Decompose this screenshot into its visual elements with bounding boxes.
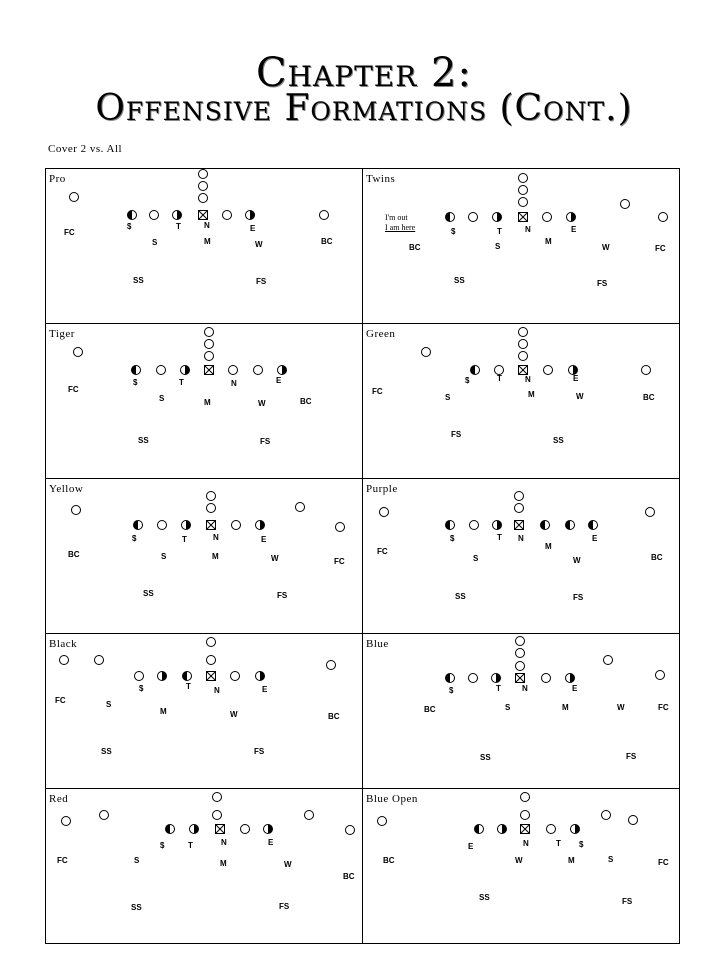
position-label: BC [424, 705, 436, 714]
position-label: SS [479, 893, 490, 902]
open-circle-icon [346, 826, 355, 835]
formation-cell [46, 479, 363, 634]
position-label: M [562, 703, 569, 712]
position-label: S [608, 855, 614, 864]
open-circle-icon [254, 366, 263, 375]
position-label: W [284, 860, 292, 869]
open-circle-icon [336, 523, 345, 532]
half-circle-icon [128, 211, 137, 220]
formation-cell [46, 789, 363, 944]
open-circle-icon [158, 521, 167, 530]
position-label: BC [328, 712, 340, 721]
open-circle-icon [223, 211, 232, 220]
position-label: SS [101, 747, 112, 756]
position-label: FC [68, 385, 79, 394]
open-circle-icon [642, 366, 651, 375]
open-circle-icon [422, 348, 431, 357]
position-label: E [571, 225, 577, 234]
half-circle-icon [541, 521, 550, 530]
position-label: SS [480, 753, 491, 762]
open-circle-icon [135, 672, 144, 681]
formation-cell [363, 479, 679, 634]
half-circle-icon [256, 672, 265, 681]
open-circle-icon [205, 328, 214, 337]
position-label: W [573, 556, 581, 565]
note-line: I am here [385, 223, 416, 232]
position-label: E [250, 224, 256, 233]
position-label: FC [55, 696, 66, 705]
open-circle-icon [519, 198, 528, 207]
formation-cell [363, 169, 679, 324]
position-label: N [525, 375, 531, 384]
position-label: E [572, 684, 578, 693]
formation-name: Twins [366, 173, 396, 185]
position-label: E [261, 535, 267, 544]
center-box-icon [519, 366, 528, 375]
position-label: S [134, 856, 140, 865]
formation-name: Black [49, 638, 78, 650]
formation-diagram [46, 789, 363, 944]
formation-diagram [363, 324, 680, 479]
position-label: T [497, 533, 502, 542]
open-circle-icon [296, 503, 305, 512]
position-label: E [573, 374, 579, 383]
half-circle-icon [493, 521, 502, 530]
half-circle-icon [589, 521, 598, 530]
position-label: W [617, 703, 625, 712]
position-label: E [268, 838, 274, 847]
position-label: M [220, 859, 227, 868]
open-circle-icon [207, 638, 216, 647]
open-circle-icon [602, 811, 611, 820]
position-label: W [271, 554, 279, 563]
chapter-subtitle: Offensive Formations (Cont.) [95, 88, 633, 129]
position-label: T [186, 682, 191, 691]
position-label: BC [321, 237, 333, 246]
position-label: BC [343, 872, 355, 881]
position-label: FS [626, 752, 637, 761]
open-circle-icon [544, 366, 553, 375]
position-label: FC [372, 387, 383, 396]
open-circle-icon [659, 213, 668, 222]
half-circle-icon [173, 211, 182, 220]
half-circle-icon [493, 213, 502, 222]
open-circle-icon [543, 213, 552, 222]
open-circle-icon [519, 186, 528, 195]
open-circle-icon [60, 656, 69, 665]
open-circle-icon [469, 674, 478, 683]
position-label: T [188, 841, 193, 850]
position-label: $ [127, 222, 132, 231]
open-circle-icon [232, 521, 241, 530]
open-circle-icon [519, 340, 528, 349]
open-circle-icon [229, 366, 238, 375]
position-label: SS [454, 276, 465, 285]
position-label: SS [143, 589, 154, 598]
position-label: M [204, 398, 211, 407]
open-circle-icon [199, 182, 208, 191]
position-label: N [522, 684, 528, 693]
open-circle-icon [521, 811, 530, 820]
position-label: S [106, 700, 112, 709]
note-line: I'm out [385, 213, 408, 222]
formation-diagram [46, 634, 363, 789]
half-circle-icon [246, 211, 255, 220]
center-box-icon [216, 825, 225, 834]
chapter-title: Chapter 2: [256, 50, 472, 96]
open-circle-icon [70, 193, 79, 202]
half-circle-icon [571, 825, 580, 834]
position-label: FS [260, 437, 271, 446]
position-label: M [212, 552, 219, 561]
position-label: BC [651, 553, 663, 562]
position-label: FS [279, 902, 290, 911]
formation-cell [46, 324, 363, 479]
open-circle-icon [72, 506, 81, 515]
half-circle-icon [566, 674, 575, 683]
formation-diagram [363, 789, 680, 944]
open-circle-icon [320, 211, 329, 220]
open-circle-icon [515, 504, 524, 513]
position-label: FS [573, 593, 584, 602]
formation-diagram [363, 479, 680, 634]
formation-name: Tiger [49, 328, 75, 340]
position-label: N [214, 686, 220, 695]
position-label: $ [133, 378, 138, 387]
formation-name: Blue Open [366, 793, 418, 805]
open-circle-icon [74, 348, 83, 357]
position-label: FS [277, 591, 288, 600]
half-circle-icon [132, 366, 141, 375]
position-label: M [528, 390, 535, 399]
position-label: T [497, 227, 502, 236]
center-box-icon [205, 366, 214, 375]
center-box-icon [207, 521, 216, 530]
open-circle-icon [100, 811, 109, 820]
half-circle-icon [446, 213, 455, 222]
coverage-caption: Cover 2 vs. All [48, 143, 123, 155]
open-circle-icon [213, 811, 222, 820]
half-circle-icon [492, 674, 501, 683]
position-label: SS [455, 592, 466, 601]
position-label: E [262, 685, 268, 694]
position-label: E [468, 842, 474, 851]
open-circle-icon [519, 174, 528, 183]
half-circle-icon [166, 825, 175, 834]
position-label: SS [133, 276, 144, 285]
position-label: $ [160, 841, 165, 850]
position-label: FS [254, 747, 265, 756]
position-label: W [255, 240, 263, 249]
open-circle-icon [207, 492, 216, 501]
open-circle-icon [519, 328, 528, 337]
position-label: FC [377, 547, 388, 556]
position-label: SS [553, 436, 564, 445]
formation-cell [46, 169, 363, 324]
position-label: T [556, 839, 561, 848]
position-label: BC [68, 550, 80, 559]
center-box-icon [207, 672, 216, 681]
open-circle-icon [305, 811, 314, 820]
half-circle-icon [566, 521, 575, 530]
position-label: N [525, 225, 531, 234]
position-label: BC [300, 397, 312, 406]
formation-note [385, 213, 415, 233]
position-label: S [445, 393, 451, 402]
half-circle-icon [498, 825, 507, 834]
position-label: W [515, 856, 523, 865]
position-label: E [276, 376, 282, 385]
formation-name: Pro [49, 173, 66, 185]
position-label: N [204, 221, 210, 230]
open-circle-icon [469, 213, 478, 222]
half-circle-icon [183, 672, 192, 681]
half-circle-icon [475, 825, 484, 834]
half-circle-icon [264, 825, 273, 834]
position-label: S [152, 238, 158, 247]
half-circle-icon [181, 366, 190, 375]
open-circle-icon [207, 656, 216, 665]
formation-diagram [363, 169, 680, 324]
open-circle-icon [547, 825, 556, 834]
open-circle-icon [150, 211, 159, 220]
position-label: N [518, 534, 524, 543]
half-circle-icon [471, 366, 480, 375]
open-circle-icon [646, 508, 655, 517]
position-label: M [545, 237, 552, 246]
formation-name: Blue [366, 638, 389, 650]
open-circle-icon [199, 170, 208, 179]
position-label: $ [449, 686, 454, 695]
position-label: W [258, 399, 266, 408]
open-circle-icon [205, 340, 214, 349]
open-circle-icon [157, 366, 166, 375]
open-circle-icon [656, 671, 665, 680]
half-circle-icon [190, 825, 199, 834]
open-circle-icon [205, 352, 214, 361]
position-label: T [497, 374, 502, 383]
position-label: W [576, 392, 584, 401]
position-label: W [602, 243, 610, 252]
half-circle-icon [446, 674, 455, 683]
half-circle-icon [278, 366, 287, 375]
open-circle-icon [604, 656, 613, 665]
position-label: $ [451, 227, 456, 236]
formation-diagram [363, 634, 680, 789]
open-circle-icon [521, 793, 530, 802]
center-box-icon [519, 213, 528, 222]
formation-diagram [46, 324, 363, 479]
position-label: S [473, 554, 479, 563]
open-circle-icon [207, 504, 216, 513]
position-label: FS [597, 279, 608, 288]
position-label: M [160, 707, 167, 716]
position-label: N [523, 839, 529, 848]
position-label: T [179, 378, 184, 387]
formation-name: Green [366, 328, 396, 340]
formation-cell [363, 324, 679, 479]
formations-grid [45, 168, 680, 944]
position-label: $ [450, 534, 455, 543]
half-circle-icon [446, 521, 455, 530]
position-label: S [161, 552, 167, 561]
open-circle-icon [380, 508, 389, 517]
position-label: N [221, 838, 227, 847]
open-circle-icon [327, 661, 336, 670]
center-box-icon [199, 211, 208, 220]
half-circle-icon [567, 213, 576, 222]
position-label: FC [334, 557, 345, 566]
position-label: N [231, 379, 237, 388]
open-circle-icon [515, 492, 524, 501]
position-label: $ [132, 534, 137, 543]
position-label: M [545, 542, 552, 551]
position-label: SS [131, 903, 142, 912]
formation-name: Red [49, 793, 69, 805]
position-label: M [204, 237, 211, 246]
position-label: FS [451, 430, 462, 439]
position-label: BC [383, 856, 395, 865]
open-circle-icon [519, 352, 528, 361]
position-label: FS [622, 897, 633, 906]
position-label: BC [409, 243, 421, 252]
position-label: $ [139, 684, 144, 693]
formation-cell [363, 789, 679, 944]
position-label: E [592, 534, 598, 543]
position-label: FC [658, 703, 669, 712]
open-circle-icon [95, 656, 104, 665]
open-circle-icon [62, 817, 71, 826]
center-box-icon [515, 521, 524, 530]
position-label: $ [579, 840, 584, 849]
formation-name: Yellow [49, 483, 84, 495]
position-label: M [568, 856, 575, 865]
open-circle-icon [378, 817, 387, 826]
position-label: BC [643, 393, 655, 402]
center-box-icon [521, 825, 530, 834]
position-label: T [182, 535, 187, 544]
half-circle-icon [158, 672, 167, 681]
open-circle-icon [516, 649, 525, 658]
open-circle-icon [629, 816, 638, 825]
position-label: N [213, 533, 219, 542]
formation-diagram [46, 169, 363, 324]
formation-diagram [46, 479, 363, 634]
position-label: $ [465, 376, 470, 385]
position-label: S [159, 394, 165, 403]
open-circle-icon [542, 674, 551, 683]
position-label: W [230, 710, 238, 719]
open-circle-icon [213, 793, 222, 802]
half-circle-icon [182, 521, 191, 530]
open-circle-icon [621, 200, 630, 209]
position-label: T [496, 684, 501, 693]
position-label: FC [64, 228, 75, 237]
position-label: T [176, 222, 181, 231]
formation-cell [363, 634, 679, 789]
position-label: FC [658, 858, 669, 867]
open-circle-icon [516, 637, 525, 646]
open-circle-icon [470, 521, 479, 530]
position-label: FC [57, 856, 68, 865]
half-circle-icon [256, 521, 265, 530]
position-label: FC [655, 244, 666, 253]
half-circle-icon [134, 521, 143, 530]
formation-cell [46, 634, 363, 789]
open-circle-icon [516, 662, 525, 671]
position-label: S [505, 703, 511, 712]
position-label: FS [256, 277, 267, 286]
open-circle-icon [199, 194, 208, 203]
formation-name: Purple [366, 483, 398, 495]
center-box-icon [516, 674, 525, 683]
open-circle-icon [231, 672, 240, 681]
open-circle-icon [241, 825, 250, 834]
position-label: S [495, 242, 501, 251]
position-label: SS [138, 436, 149, 445]
